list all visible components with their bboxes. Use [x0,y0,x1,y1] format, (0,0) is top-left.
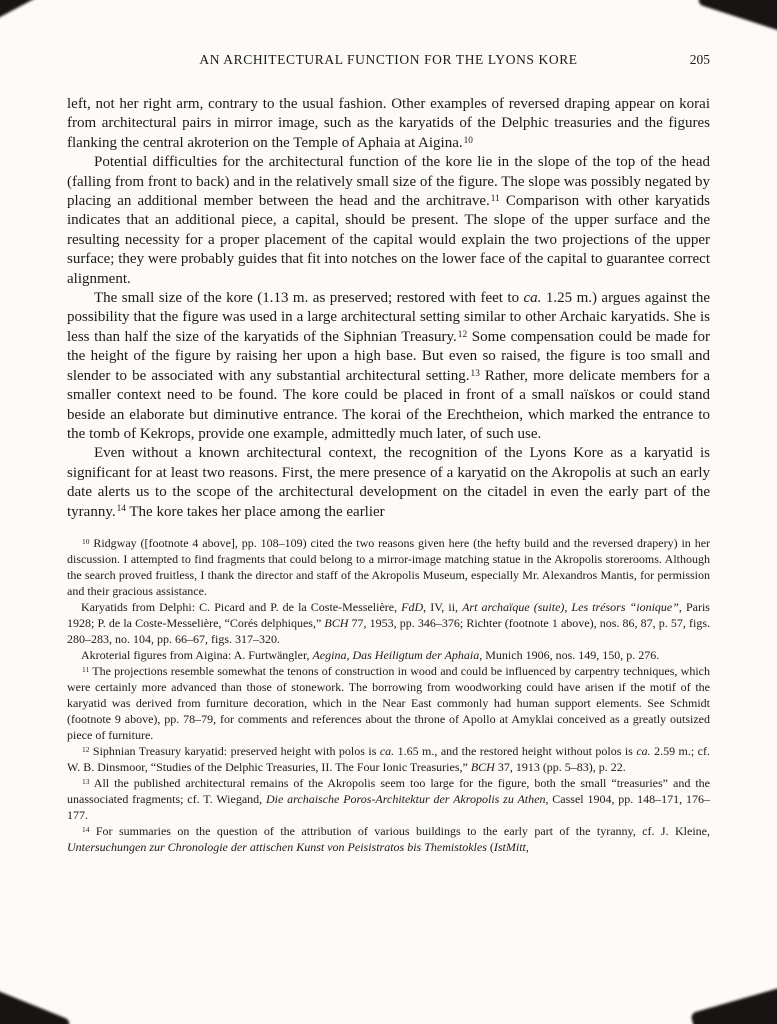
footnote-number: 10 [82,536,90,546]
footnote-ref: 12 [457,329,468,340]
italic-text: FdD [401,599,424,614]
footnote-ref: 14 [116,504,126,515]
page-number: 205 [689,52,710,67]
paragraph: Potential difficulties for the architectural function of the kore lie in the slope of the top of the head (falling from front to back) and in the relatively small size of the figure. The slope was possibly negated by placing an additional member between the head and the architrave.$^{11}$ Comparison with other karyatids indicates that an additional piece, a capital, should be present. The slope of the upper surface and the resulting necessity for a proper placement of the capital would explain the two projections of the upper surface; they were probably guides that fit into notches on the lower face of the capital to guarantee correct alignment. [67,154,710,287]
italic-text: ca. [636,743,651,758]
italic-text: ca. [523,290,542,307]
running-head [67,52,710,68]
paragraph: The small size of the kore (1.13 m. as preserved; restored with feet to ca. 1.25 m.) argues against the possibility that the figure was used in a large architectural setting similar to other Archaic karyatids. She is less than half the size of the karyatids of the Siphnian Treasury.$^{12}$ Some compensation could be made for the height of the figure by raising her upon a high base. But even so raised, the figure is too small and slender to be associated with any substantial architectural setting.$^{13}$ Rather, more delicate members for a smaller context need to be found. The kore could be placed in front of a small naïskos or could stand beside an elaborate but diminutive entrance. The korai of the Erechtheion, which marked the entrance to the tomb of Kekrops, provide one example, admittedly much later, of such use. [67,290,710,442]
footnote-number: 13 [82,776,90,786]
page-title: AN ARCHITECTURAL FUNCTION FOR THE LYONS KORE [199,52,578,67]
footnote-paragraph: $^{13}$ All the published architectural remains of the Akropolis seem too large for the figure, both the small “treasuries” and the unassociated fragments; cf. T. Wiegand, Die archaische Poros-Architektur der Akropolis zu Athen, Cassel 1904, pp. 148–171, 176–177. [67,775,710,822]
paragraph: Even without a known architectural context, the recognition of the Lyons Kore as a karyatid is significant for at least two reasons. First, the mere presence of a karyatid on the Akropolis at such an early date alerts us to the scope of the architectural development on the citadel in even the early part of the tyranny.$^{14}$ The kore takes her place among the earlier [67,445,710,520]
italic-text: BCH [470,759,495,774]
italic-text: Aegina, Das Heiligtum der Aphaia [312,647,480,662]
footnote-paragraph: $^{11}$ The projections resemble somewhat the tenons of construction in wood and could be influenced by carpentry techniques, which were certainly more advanced than those of stonework. The borrowing from woodworking could have arisen if the motif of the karyatid was derived from furniture decoration, which in the Near East commonly had human support elements. See Schmidt (footnote 9 above), pp. 78–79, for comments and references about the throne of Apollo at Amyklai conceived as a greatly outsized piece of furniture. [67,663,710,742]
footnote-paragraph: $^{14}$ For summaries on the question of the attribution of various buildings to the early part of the tyranny, cf. J. Kleine, Untersuchungen zur Chronologie der attischen Kunst von Peisistratos bis Themistokles (IstMitt, [67,823,710,854]
italic-text: IstMitt [493,839,526,854]
scan-artifact-top-left [0,0,48,29]
footnote-paragraph: Karyatids from Delphi: C. Picard and P. de la Coste-Messelière, FdD, IV, ii, Art archaïque (suite), Les trésors “ionique”, Paris 1928; P. de la Coste-Messelière, “Corés delphiques,” BCH 77, 1953, pp. 346–376; Richter (footnote 1 above), nos. 86, 87, p. 57, figs. 280–283, no. 104, pp. 66–67, figs. 317–320. [67,599,710,646]
footnote-ref: 11 [490,193,500,204]
italic-text: ca. [379,743,395,758]
footnote-paragraph: $^{12}$ Siphnian Treasury karyatid: preserved height with polos is ca. 1.65 m., and the restored height without polos is ca. 2.59 m.; cf. W. B. Dinsmoor, “Studies of the Delphic Treasuries, II. The Four Ionic Treasuries,” BCH 37, 1913 (pp. 5–83), p. 22. [67,743,710,774]
scan-artifact-top-right [697,0,777,38]
scan-artifact-bottom-right [690,980,777,1024]
footnote-number: 12 [82,744,90,754]
footnote-number: 11 [82,664,90,674]
footnotes [67,535,710,855]
italic-text: Untersuchungen zur Chronologie der attischen Kunst von Peisistratos bis Themistokles [67,839,487,854]
footnote-number: 14 [82,824,90,834]
footnote-ref: 10 [463,135,473,146]
italic-text: BCH [324,615,349,630]
italic-text: Art archaïque (suite), Les trésors “ionique” [462,599,679,614]
paragraph: left, not her right arm, contrary to the usual fashion. Other examples of reversed draping appear on korai from architectural pairs in mirror image, such as the karyatids of the Delphic treasuries and the figures flanking the central akroterion on the Temple of Aphaia at Aigina.$^{10}$ [67,96,710,151]
body-text [67,95,710,522]
footnote-paragraph: Akroterial figures from Aigina: A. Furtwängler, Aegina, Das Heiligtum der Aphaia, Munich 1906, nos. 149, 150, p. 276. [81,647,660,662]
italic-text: Die archaische Poros-Architektur der Akropolis zu Athen [266,791,546,806]
scan-artifact-bottom-left [0,983,71,1024]
footnote-paragraph: $^{10}$ Ridgway ([footnote 4 above], pp. 108–109) cited the two reasons given here (the hefty build and the reversed drapery) in her discussion. I attempted to find fragments that could belong to a mirror-image matching statue in the Akropolis storerooms. Although the search proved fruitless, I thank the director and staff of the Akropolis Museum, especially Mr. Alexandros Mantis, for permission and their gracious assistance. [67,535,711,598]
footnote-ref: 13 [470,368,480,379]
